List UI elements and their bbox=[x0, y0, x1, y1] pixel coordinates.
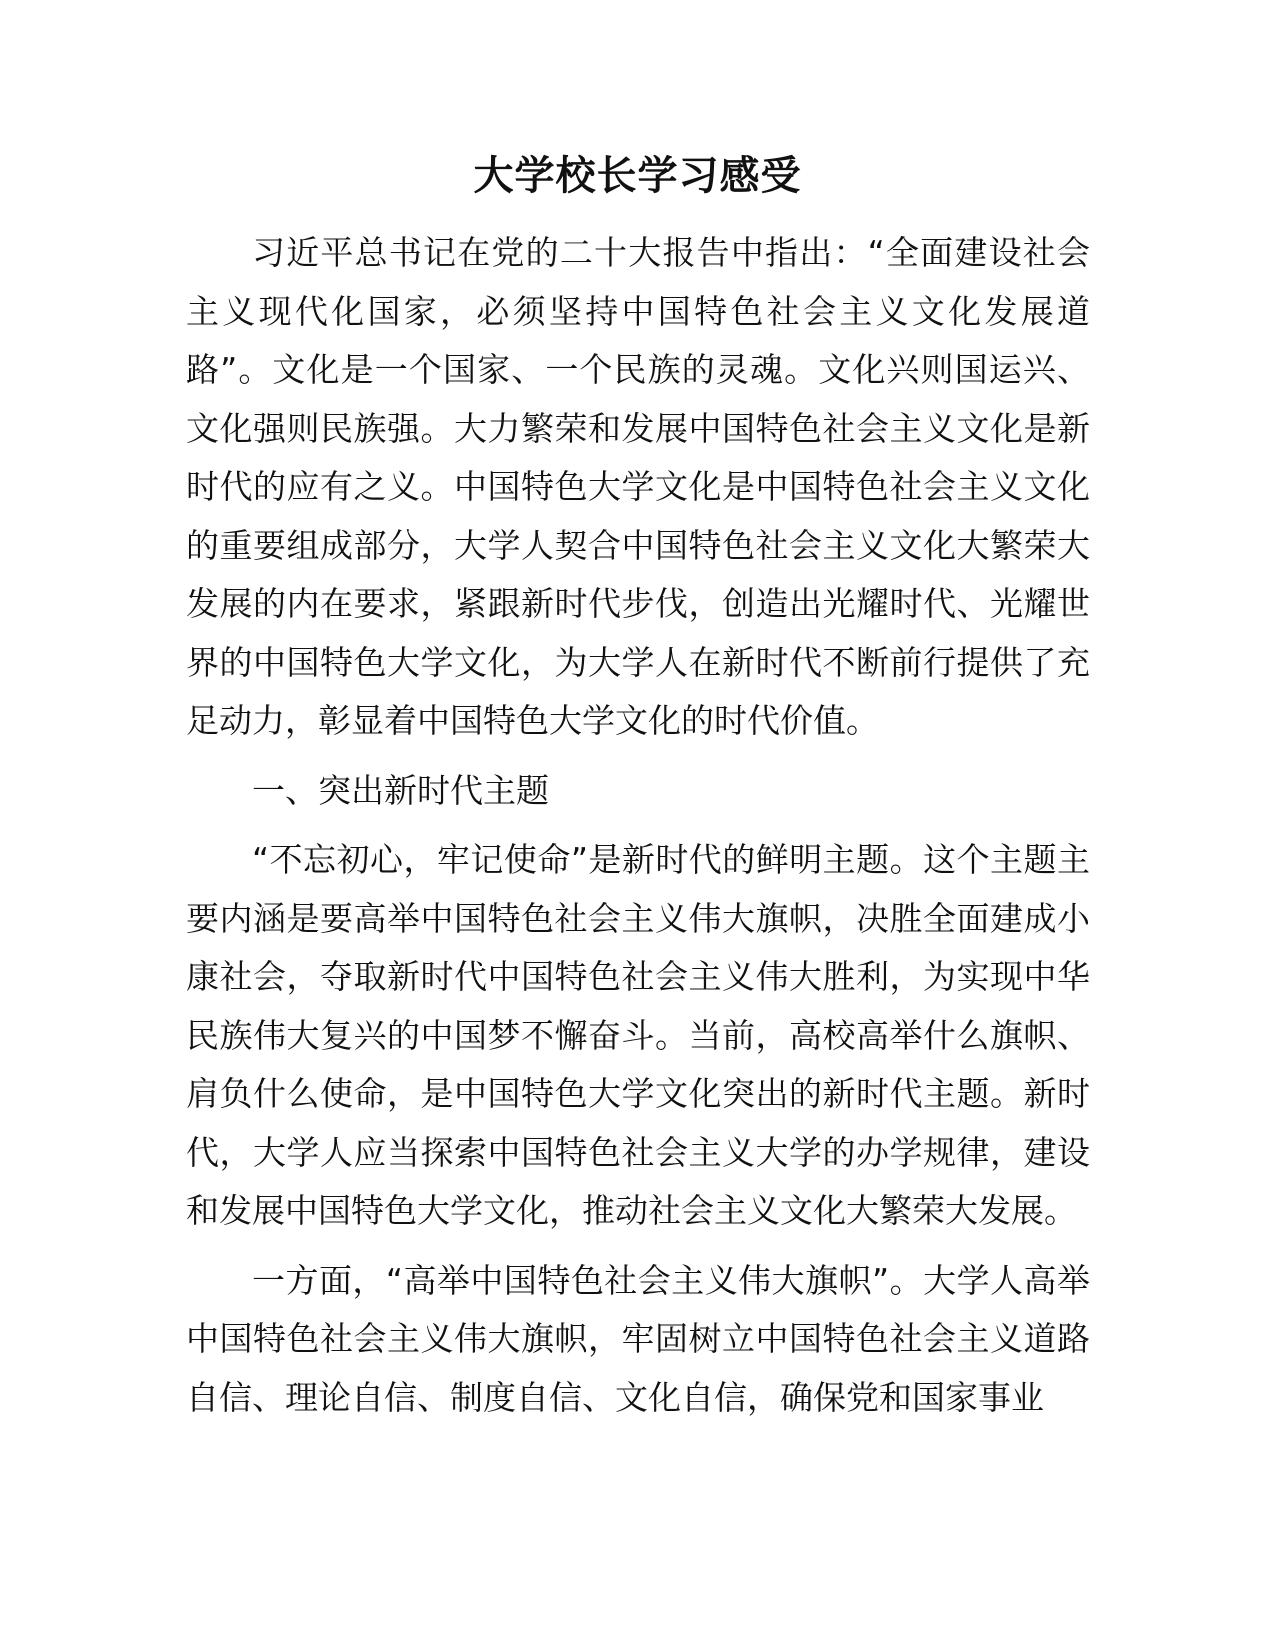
document-body bbox=[186, 224, 1090, 1427]
section-heading: 一、突出新时代主题 bbox=[252, 770, 549, 810]
paragraph-intro: 习近平总书记在党的二十大报告中指出：“全面建设社会主义现代化国家，必须坚持中国特色社会主义文化发展道路”。文化是一个国家、一个民族的灵魂。文化兴则国运兴、文化强则民族强。大力繁荣和发展中国特色社会主义文化是新时代的应有之义。中国特色大学文化是中国特色社会主义文化的重要组成部分，大学人契合中国特色社会主义文化大繁荣大发展的内在要求，紧跟新时代步伐，创造出光耀时代、光耀世界的中国特色大学文化，为大学人在新时代不断前行提供了充足动力，彰显着中国特色大学文化的时代价值。 bbox=[186, 233, 1090, 740]
paragraph-banner: 一方面，“高举中国特色社会主义伟大旗帜”。大学人高举中国特色社会主义伟大旗帜，牢固树立中国特色社会主义道路自信、理论自信、制度自信、文化自信，确保党和国家事业 bbox=[186, 1260, 1090, 1417]
document-title: 大学校长学习感受 bbox=[473, 153, 802, 199]
paragraph-theme: “不忘初心，牢记使命”是新时代的鲜明主题。这个主题主要内涵是要高举中国特色社会主义伟大旗帜，决胜全面建成小康社会，夺取新时代中国特色社会主义伟大胜利，为实现中华民族伟大复兴的中国梦不懈奋斗。当前，高校高举什么旗帜、肩负什么使命，是中国特色大学文化突出的新时代主题。新时代，大学人应当探索中国特色社会主义大学的办学规律，建设和发展中国特色大学文化，推动社会主义文化大繁荣大发展。 bbox=[186, 840, 1090, 1230]
